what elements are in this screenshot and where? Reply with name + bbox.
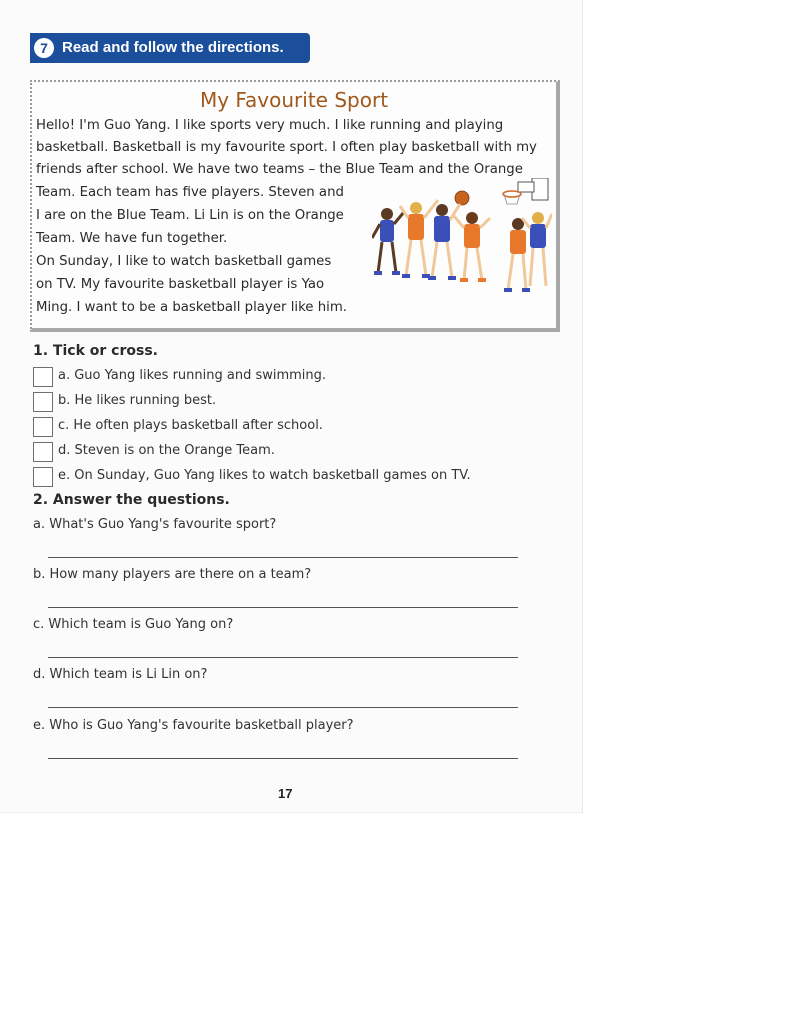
answer-line[interactable] [48,641,518,658]
story-title: My Favourite Sport [199,88,389,112]
answer-line[interactable] [48,591,518,608]
part1-title: 1. Tick or cross. [33,343,158,359]
story-box [30,80,560,332]
question-text: d. Which team is Li Lin on? [33,667,208,682]
tick-item-text: e. On Sunday, Guo Yang likes to watch basketball games on TV. [58,468,471,483]
player-blue-icon [372,208,404,273]
tick-checkbox[interactable] [33,442,53,462]
story-line: Team. Each team has five players. Steven and [36,185,344,200]
player-blue-icon [522,212,552,286]
player-orange-icon [400,200,438,276]
instruction-text: Read and follow the directions. [62,39,284,56]
story-line: Hello! I'm Guo Yang. I like sports very much. I like running and playing [36,118,504,133]
tick-item-text: b. He likes running best. [58,393,217,408]
player-orange-icon [504,218,530,290]
story-line: basketball. Basketball is my favourite sport. I often play basketball with my [36,140,537,155]
tick-checkbox[interactable] [33,367,53,387]
question-text: a. What's Guo Yang's favourite sport? [33,517,277,532]
story-line: I are on the Blue Team. Li Lin is on the Orange [36,208,344,223]
instruction-banner [30,33,310,63]
basketball-hoop-icon [503,178,548,204]
answer-line[interactable] [48,541,518,558]
tick-item-text: c. He often plays basketball after school. [58,418,323,433]
tick-item-text: a. Guo Yang likes running and swimming. [58,368,327,383]
answer-line[interactable] [48,691,518,708]
tick-checkbox[interactable] [33,417,53,437]
story-line: On Sunday, I like to watch basketball games [36,254,332,269]
story-line: friends after school. We have two teams – the Blue Team and the Orange [36,162,523,177]
tick-item-text: d. Steven is on the Orange Team. [58,443,275,458]
answer-line[interactable] [48,742,518,759]
question-text: e. Who is Guo Yang's favourite basketball player? [33,718,354,733]
player-orange-icon [454,212,490,280]
part2-title: 2. Answer the questions. [33,492,230,508]
question-text: c. Which team is Guo Yang on? [33,617,234,632]
basketball-icon [455,191,469,205]
basketball-players-illustration [372,178,552,318]
story-line: on TV. My favourite basketball player is Yao [36,277,325,292]
story-line: Ming. I want to be a basketball player like him. [36,300,348,315]
exercise-number: 7 [34,38,54,58]
page-number: 17 [278,786,293,801]
story-line: Team. We have fun together. [36,231,228,246]
question-text: b. How many players are there on a team? [33,567,312,582]
tick-checkbox[interactable] [33,467,53,487]
tick-checkbox[interactable] [33,392,53,412]
